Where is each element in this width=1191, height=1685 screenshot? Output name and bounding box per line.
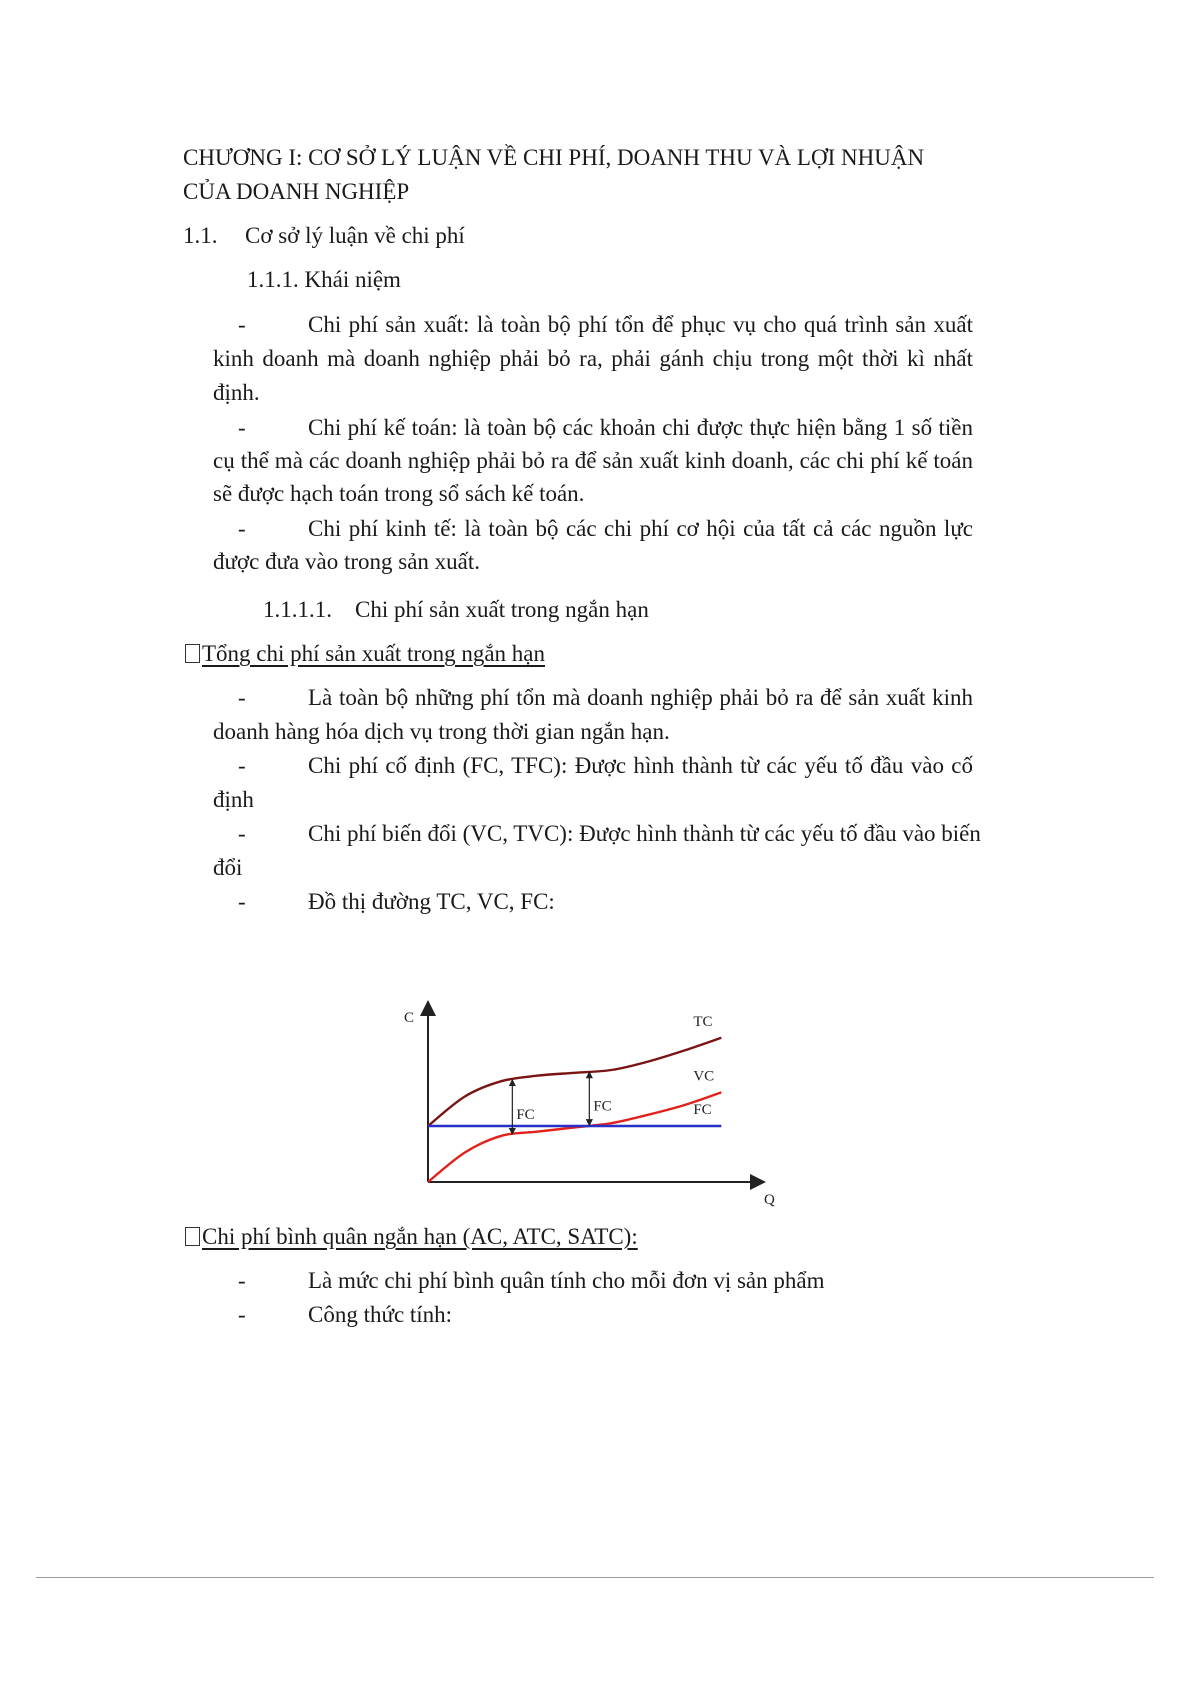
checkbox-placeholder-icon <box>185 1227 200 1246</box>
series-tc-line <box>428 1038 721 1126</box>
chapter-title-line2: CỦA DOANH NGHIỆP <box>183 179 410 204</box>
series-vc-line <box>428 1092 721 1182</box>
avg-cost-heading-text: Chi phí bình quân ngắn hạn (AC, ATC, SATC): <box>202 1224 638 1249</box>
bullet-dash: - <box>238 821 246 846</box>
series-tc-label: TC <box>693 1013 713 1030</box>
series-vc-label: VC <box>693 1068 715 1085</box>
concept-accounting-cost-line2: cụ thể mà các doanh nghiệp phải bỏ ra để sản xuất kinh doanh, các chi phí kế toán <box>213 448 973 473</box>
concept-economic-cost-line1: Chi phí kinh tế: là toàn bộ các chi phí cơ hội của tất cả các nguồn lực <box>308 516 973 541</box>
total-cost-heading <box>185 636 545 672</box>
concept-accounting-cost-line1: Chi phí kế toán: là toàn bộ các khoản chi được thực hiện bằng 1 số tiền <box>308 415 973 440</box>
cost-curves-chart <box>404 1000 800 1210</box>
variable-cost-line2: đổi <box>213 855 243 880</box>
section-1-1-1-title: 1.1.1. Khái niệm <box>247 267 401 292</box>
concept-production-cost-line3: định. <box>213 380 260 405</box>
bullet-dash: - <box>238 889 246 914</box>
avg-cost-heading <box>185 1219 638 1255</box>
concept-accounting-cost-line3: sẽ được hạch toán trong sổ sách kế toán. <box>213 481 585 506</box>
variable-cost-line1: Chi phí biến đổi (VC, TVC): Được hình thành từ các yếu tố đầu vào biến <box>308 821 981 846</box>
bullet-dash: - <box>238 415 246 440</box>
bullet-dash: - <box>238 312 246 337</box>
total-cost-definition-line1: Là toàn bộ những phí tổn mà doanh nghiệp phải bỏ ra để sản xuất kinh <box>308 685 973 710</box>
fc-gap-label-1: FC <box>516 1107 535 1124</box>
series-fc-label: FC <box>693 1102 712 1118</box>
bullet-dash: - <box>238 753 246 778</box>
checkbox-placeholder-icon <box>185 644 200 663</box>
fc-gap-label-2: FC <box>593 1098 612 1115</box>
y-axis-label: C <box>404 1010 415 1026</box>
avg-cost-formula-label: Công thức tính: <box>308 1302 453 1327</box>
graph-caption: Đồ thị đường TC, VC, FC: <box>308 889 555 914</box>
footer-divider <box>36 1577 1154 1578</box>
section-1-1-number: 1.1. <box>183 223 218 248</box>
chapter-title-line1: CHƯƠNG I: CƠ SỞ LÝ LUẬN VỀ CHI PHÍ, DOANH THU VÀ LỢI NHUẬN <box>183 145 925 170</box>
concept-economic-cost-line2: được đưa vào trong sản xuất. <box>213 549 481 574</box>
section-1-1-title: Cơ sở lý luận về chi phí <box>245 223 465 248</box>
total-cost-definition-line2: doanh hàng hóa dịch vụ trong thời gian ngắn hạn. <box>213 719 670 744</box>
section-1-1-1-1-title: Chi phí sản xuất trong ngắn hạn <box>355 597 649 622</box>
bullet-dash: - <box>238 1268 246 1293</box>
concept-production-cost-line1: Chi phí sản xuất: là toàn bộ phí tổn để phục vụ cho quá trình sản xuất <box>308 312 973 337</box>
section-1-1-1-1-number: 1.1.1.1. <box>263 597 332 622</box>
concept-production-cost-line2: kinh doanh mà doanh nghiệp phải bỏ ra, phải gánh chịu trong một thời kì nhất <box>213 346 973 371</box>
x-axis-label: Q <box>764 1192 775 1208</box>
total-cost-heading-text: Tổng chi phí sản xuất trong ngắn hạn <box>202 641 546 666</box>
fixed-cost-line1: Chi phí cố định (FC, TFC): Được hình thành từ các yếu tố đầu vào cố <box>308 753 973 778</box>
bullet-dash: - <box>238 685 246 710</box>
fixed-cost-line2: định <box>213 787 254 812</box>
avg-cost-definition: Là mức chi phí bình quân tính cho mỗi đơn vị sản phẩm <box>308 1268 825 1293</box>
bullet-dash: - <box>238 1302 246 1327</box>
bullet-dash: - <box>238 516 246 541</box>
